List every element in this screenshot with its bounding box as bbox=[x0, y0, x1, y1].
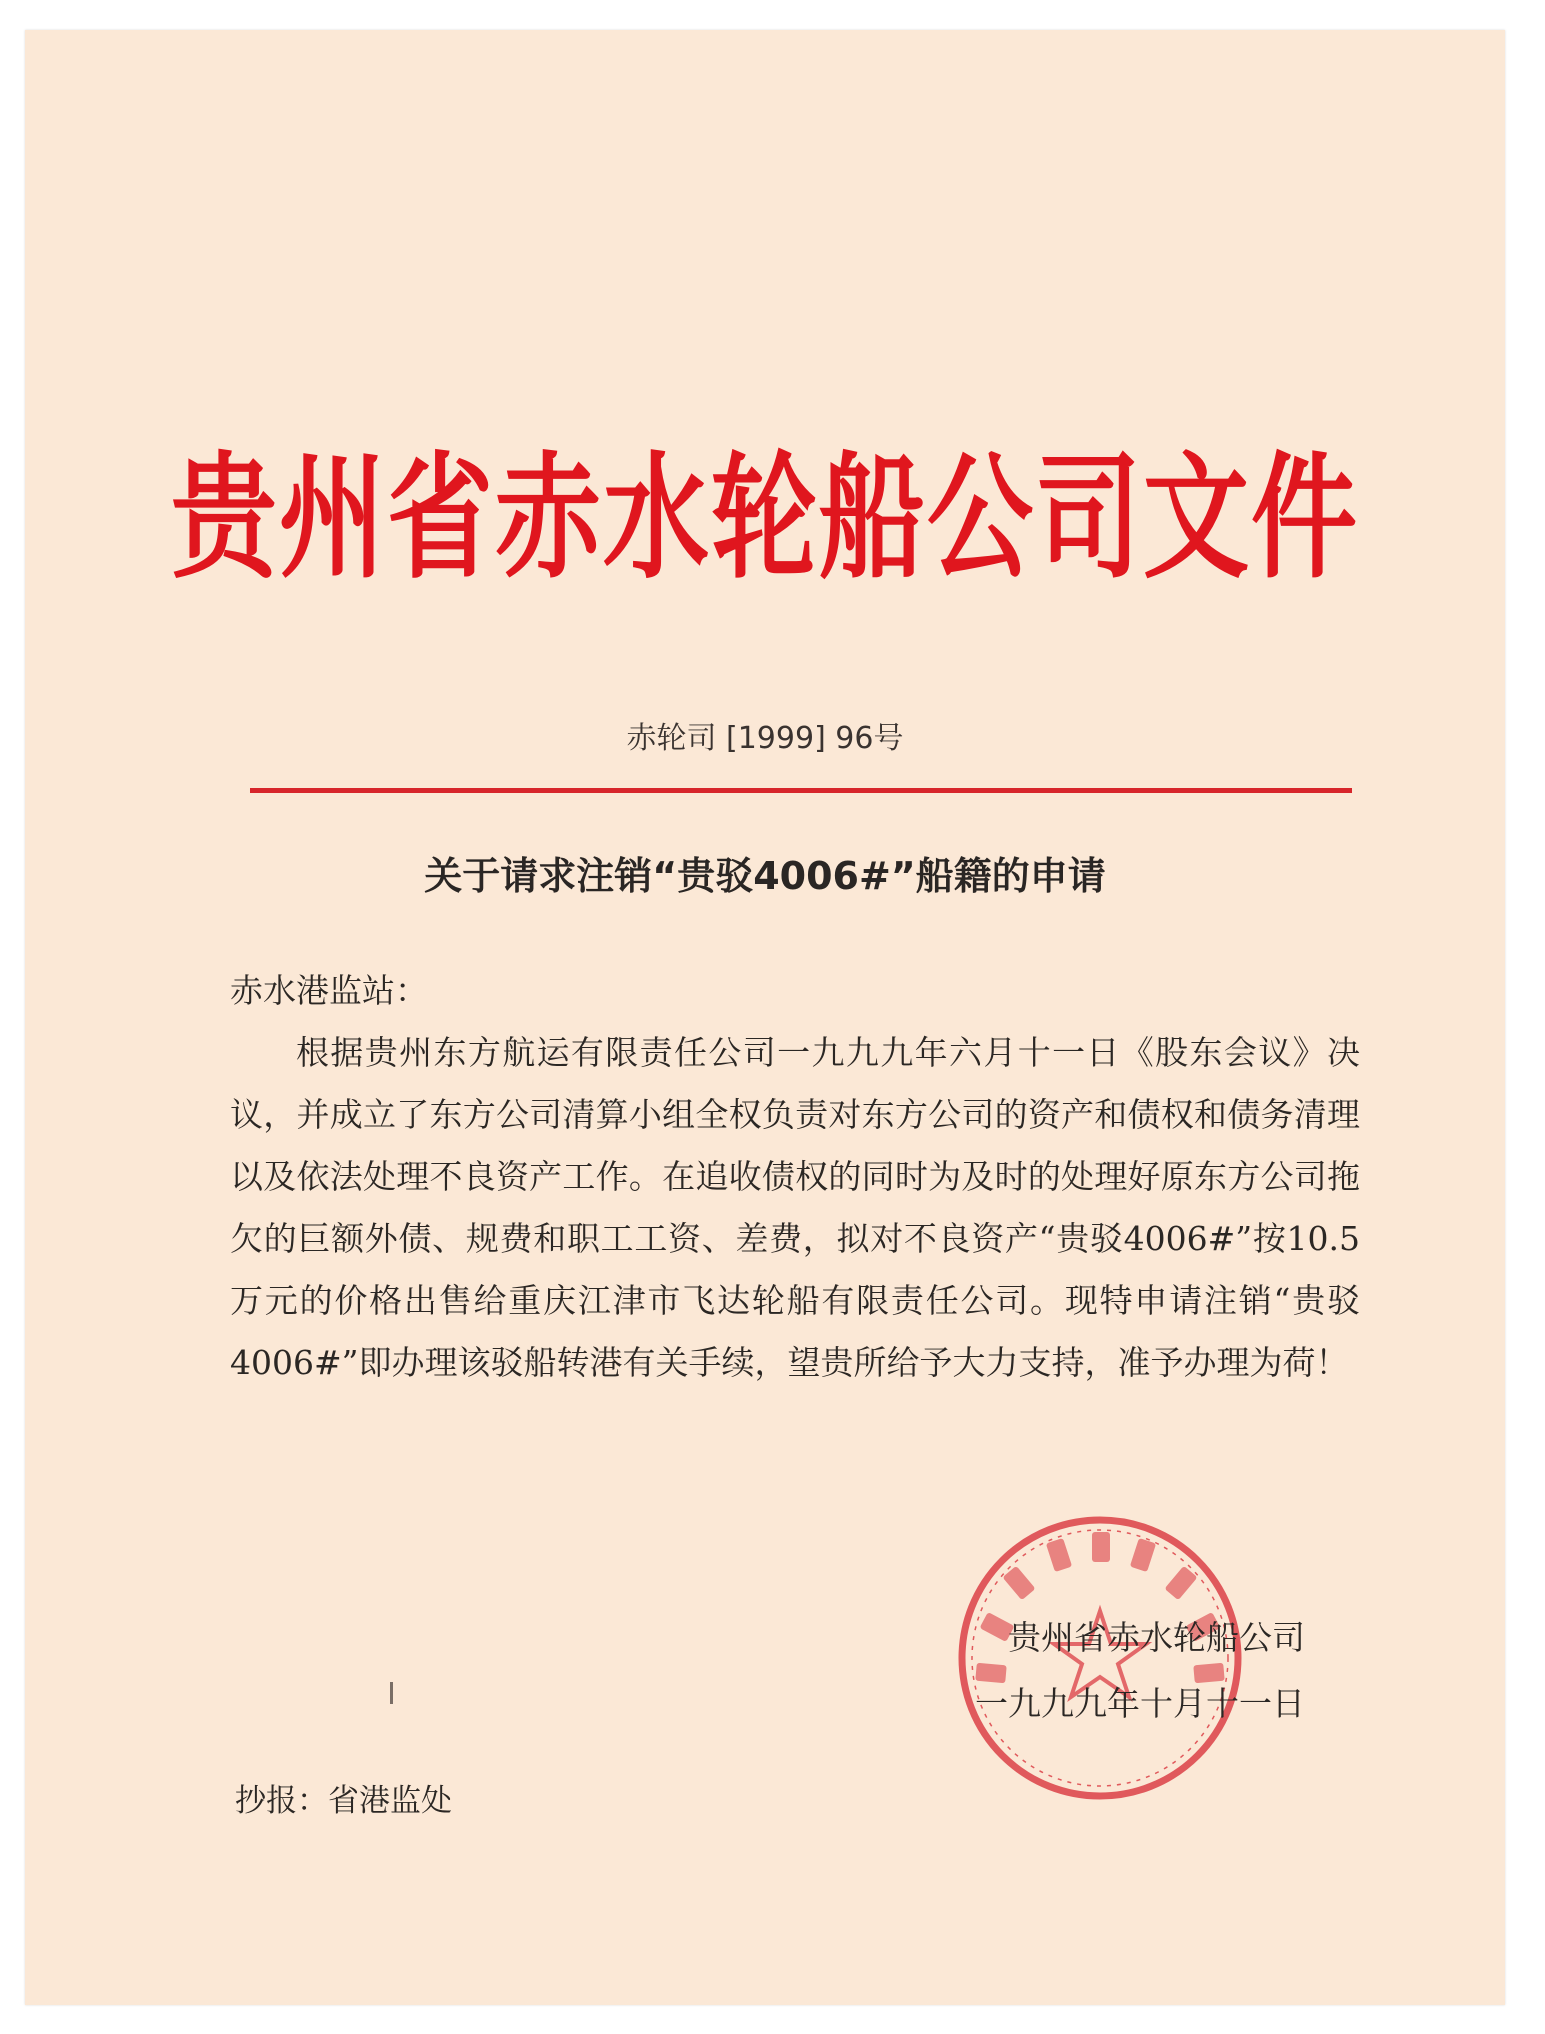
document-masthead: 贵州省赤水轮船公司文件 bbox=[171, 436, 1359, 597]
paper-mark bbox=[390, 1682, 393, 1704]
cc-line: 抄报：省港监处 bbox=[235, 1783, 452, 1819]
recipient-line: 赤水港监站： bbox=[230, 971, 428, 1010]
signature-block bbox=[945, 1605, 1305, 1737]
signing-organization: 贵州省赤水轮船公司 bbox=[1008, 1618, 1305, 1657]
body-paragraph: 根据贵州东方航运有限责任公司一九九九年六月十一日《股东会议》决议，并成立了东方公司清算小组全权负责对东方公司的资产和债权和债务清理以及依法处理不良资产工作。在追收债权的同时为及时的处理好原东方公司拖欠的巨额外债、规费和职工工资、差费，拟对不良资产“贵驳4006#”按10.5万元的价格出售给重庆江津市飞达轮船有限责任公司。现特申请注销“贵驳4006#”即办理该驳船转港有关手续，望贵所给予大力支持，准予办理为荷！ bbox=[230, 1033, 1360, 1382]
signing-date: 一九九九年十月十一日 bbox=[975, 1684, 1305, 1723]
header-divider bbox=[250, 788, 1352, 793]
document-number: 赤轮司 [1999] 96号 bbox=[626, 721, 904, 756]
document-body bbox=[230, 960, 1360, 1394]
document-subject: 关于请求注销“贵驳4006#”船籍的申请 bbox=[424, 854, 1106, 898]
document-page bbox=[25, 30, 1505, 2005]
